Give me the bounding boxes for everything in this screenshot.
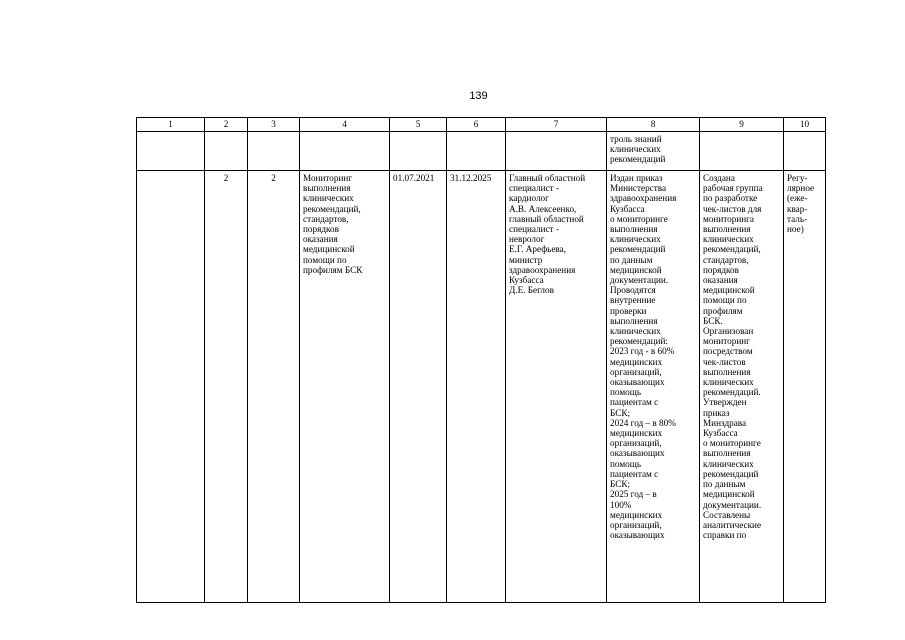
cell-responsible: Главный областной специалист - кардиолог А.В. Алексеенко, главный областной специалист - невролог Е.Г. Арефьева, министр здравоохранения Кузбасса Д.Е. Беглов: [506, 171, 607, 603]
continuation-row: [137, 132, 826, 171]
cell-col-4: [300, 132, 390, 171]
cell-col-7: [506, 132, 607, 171]
cell-col-5: [390, 132, 447, 171]
cell-col-3: [248, 132, 300, 171]
column-header-1: 1: [137, 118, 205, 132]
cell-result-description: Издан приказ Министерства здравоохранения Кузбасса о мониторинге выполнения клинических рекомендаций по данным медицинской документации. Проводятся внутренние проверки выполнения клинических рекомендаций: 2023 год - в 60% медицинских организаций, оказывающих помощь пациентам с БСК; 2024 год – в 80% медицинских организаций, оказывающих помощь пациентам с БСК; 2025 год – в 100% медицинских организаций, оказывающих: [607, 171, 700, 603]
cell-periodicity: Регу- лярное (еже- квар- таль- ное): [784, 171, 826, 603]
column-header-8: 8: [607, 118, 700, 132]
column-header-5: 5: [390, 118, 447, 132]
cell-col-2: [205, 132, 248, 171]
column-header-3: 3: [248, 118, 300, 132]
cell-col-1: [137, 171, 205, 603]
cell-col-10: [784, 132, 826, 171]
cell-col-9: [700, 132, 784, 171]
column-header-6: 6: [447, 118, 506, 132]
column-number-header-row: [137, 118, 826, 132]
column-header-2: 2: [205, 118, 248, 132]
column-header-4: 4: [300, 118, 390, 132]
cell-col-8-control-text: троль знаний клинических рекомендаций: [607, 132, 700, 171]
cell-start-date: 01.07.2021: [390, 171, 447, 603]
cell-end-date: 31.12.2025: [447, 171, 506, 603]
column-header-9: 9: [700, 118, 784, 132]
cell-col-1: [137, 132, 205, 171]
document-table: [136, 117, 826, 603]
cell-item-number: 2: [248, 171, 300, 603]
cell-execution-status: Создана рабочая группа по разработке чек-листов для мониторинга выполнения клинических рекомендаций, стандартов, порядков оказания медицинской помощи по профилям БСК. Организован мониторинг посредством чек-листов выполнения клинических рекомендаций. Утвержден приказ Минздрава Кузбасса о мониторинге выполнения клинических рекомендаций по данным медицинской документации. Составлены аналитические справки по: [700, 171, 784, 603]
page-number: 139: [469, 90, 488, 102]
table-row: [137, 171, 826, 603]
cell-activity-name: Мониторинг выполнения клинических рекомендаций, стандартов, порядков оказания медицинской помощи по профилям БСК: [300, 171, 390, 603]
cell-col-6: [447, 132, 506, 171]
column-header-10: 10: [784, 118, 826, 132]
cell-section-number: 2: [205, 171, 248, 603]
column-header-7: 7: [506, 118, 607, 132]
